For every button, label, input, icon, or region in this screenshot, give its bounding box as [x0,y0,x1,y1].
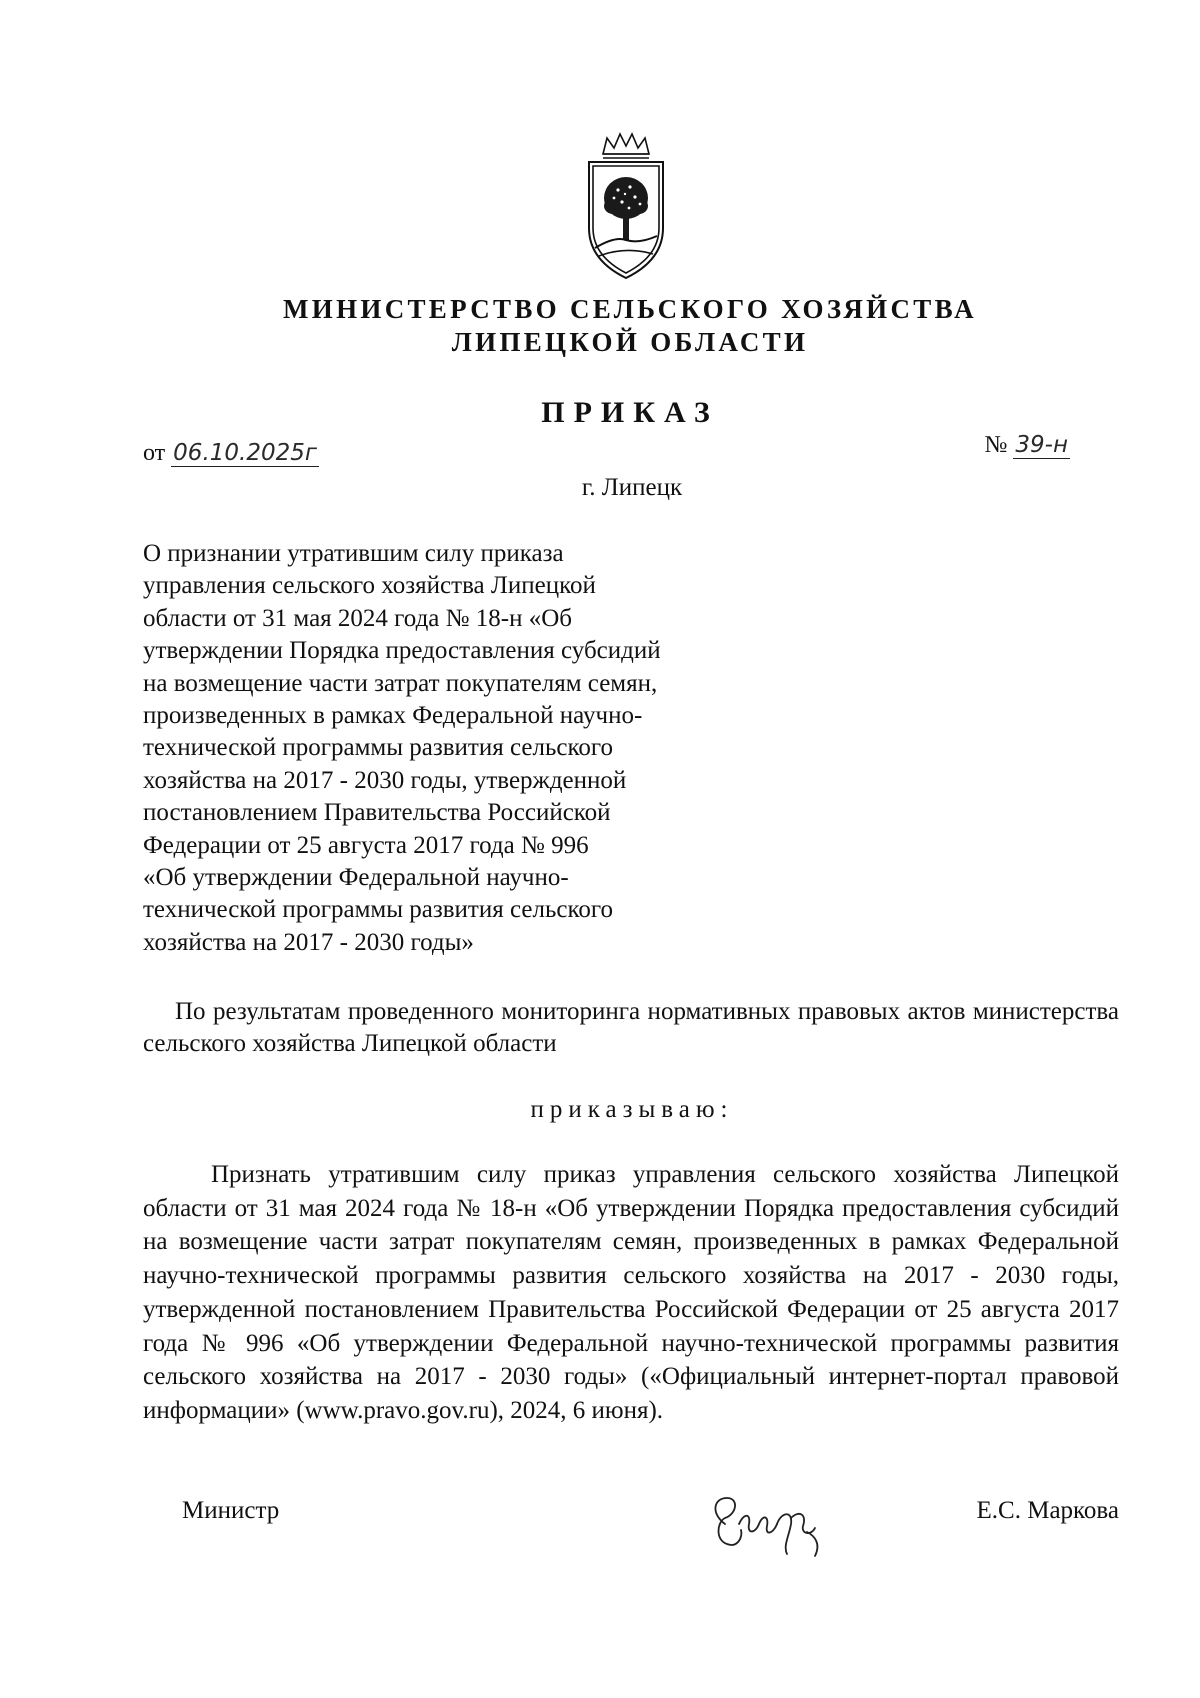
subject-line: произведенных в рамках Федеральной научно- [143,702,643,730]
subject-line: технической программы развития сельского [143,734,613,762]
signatory-name: Е.С. Маркова [976,1497,1119,1524]
order-subject [143,538,763,959]
ministry-name-line2: ЛИПЕЦКОЙ ОБЛАСТИ [451,327,809,357]
basis-paragraph: По результатам проведенного мониторинга нормативных правовых актов министерства сельского хозяйства Липецкой области [143,998,1119,1058]
document-title: ПРИКАЗ [541,396,719,429]
order-number [984,432,1070,459]
subject-line: управления сельского хозяйства Липецкой [143,572,596,600]
city: г. Липецк [581,474,683,501]
subject-line: на возмещение части затрат покупателям семян, [143,669,658,697]
subject-line: хозяйства на 2017 - 2030 годы» [143,928,474,956]
date-prefix: от [143,440,166,466]
handwritten-signature [703,1484,833,1564]
date-value: 06.10.2025г [173,440,317,466]
order-date [143,440,319,467]
subject-line: Федерации от 25 августа 2017 года № 996 [143,831,589,859]
subject-line: утверждении Порядка предоставления субсидий [143,637,661,665]
coat-of-arms-emblem [585,132,667,280]
subject-line: хозяйства на 2017 - 2030 годы, утвержденной [143,766,627,794]
subject-line: «Об утверждении Федеральной научно- [143,864,569,892]
decree-word: приказываю: [530,1096,734,1123]
ministry-name-line1: МИНИСТЕРСТВО СЕЛЬСКОГО ХОЗЯЙСТВА [283,294,977,324]
main-order-paragraph: Признать утратившим силу приказ управления сельского хозяйства Липецкой области от 31 мая 2024 года № 18-н «Об утверждении Порядка предоставления субсидий на возмещение части затрат покупателям семян, произведенных в рамках Федеральной научно-технической программы развития сельского хозяйства на 2017 - 2030 годы, утвержденной постановлением Правительства Российской Федерации от 25 августа 2017 года № 996 «Об утверждении Федеральной научно-технической программы развития сельского хозяйства на 2017 - 2030 годы» («Официальный интернет-портал правовой информации» (www.pravo.gov.ru), 2024, 6 июня). [143,1161,1119,1424]
subject-line: технической программы развития сельского [143,896,613,924]
number-prefix: № [984,432,1008,458]
signatory-role: Министр [182,1497,280,1524]
number-value: 39-н [1015,432,1068,458]
subject-line: постановлением Правительства Российской [143,799,611,827]
subject-line: области от 31 мая 2024 года № 18-н «Об [143,604,572,632]
subject-line: О признании утратившим силу приказа [143,540,564,567]
